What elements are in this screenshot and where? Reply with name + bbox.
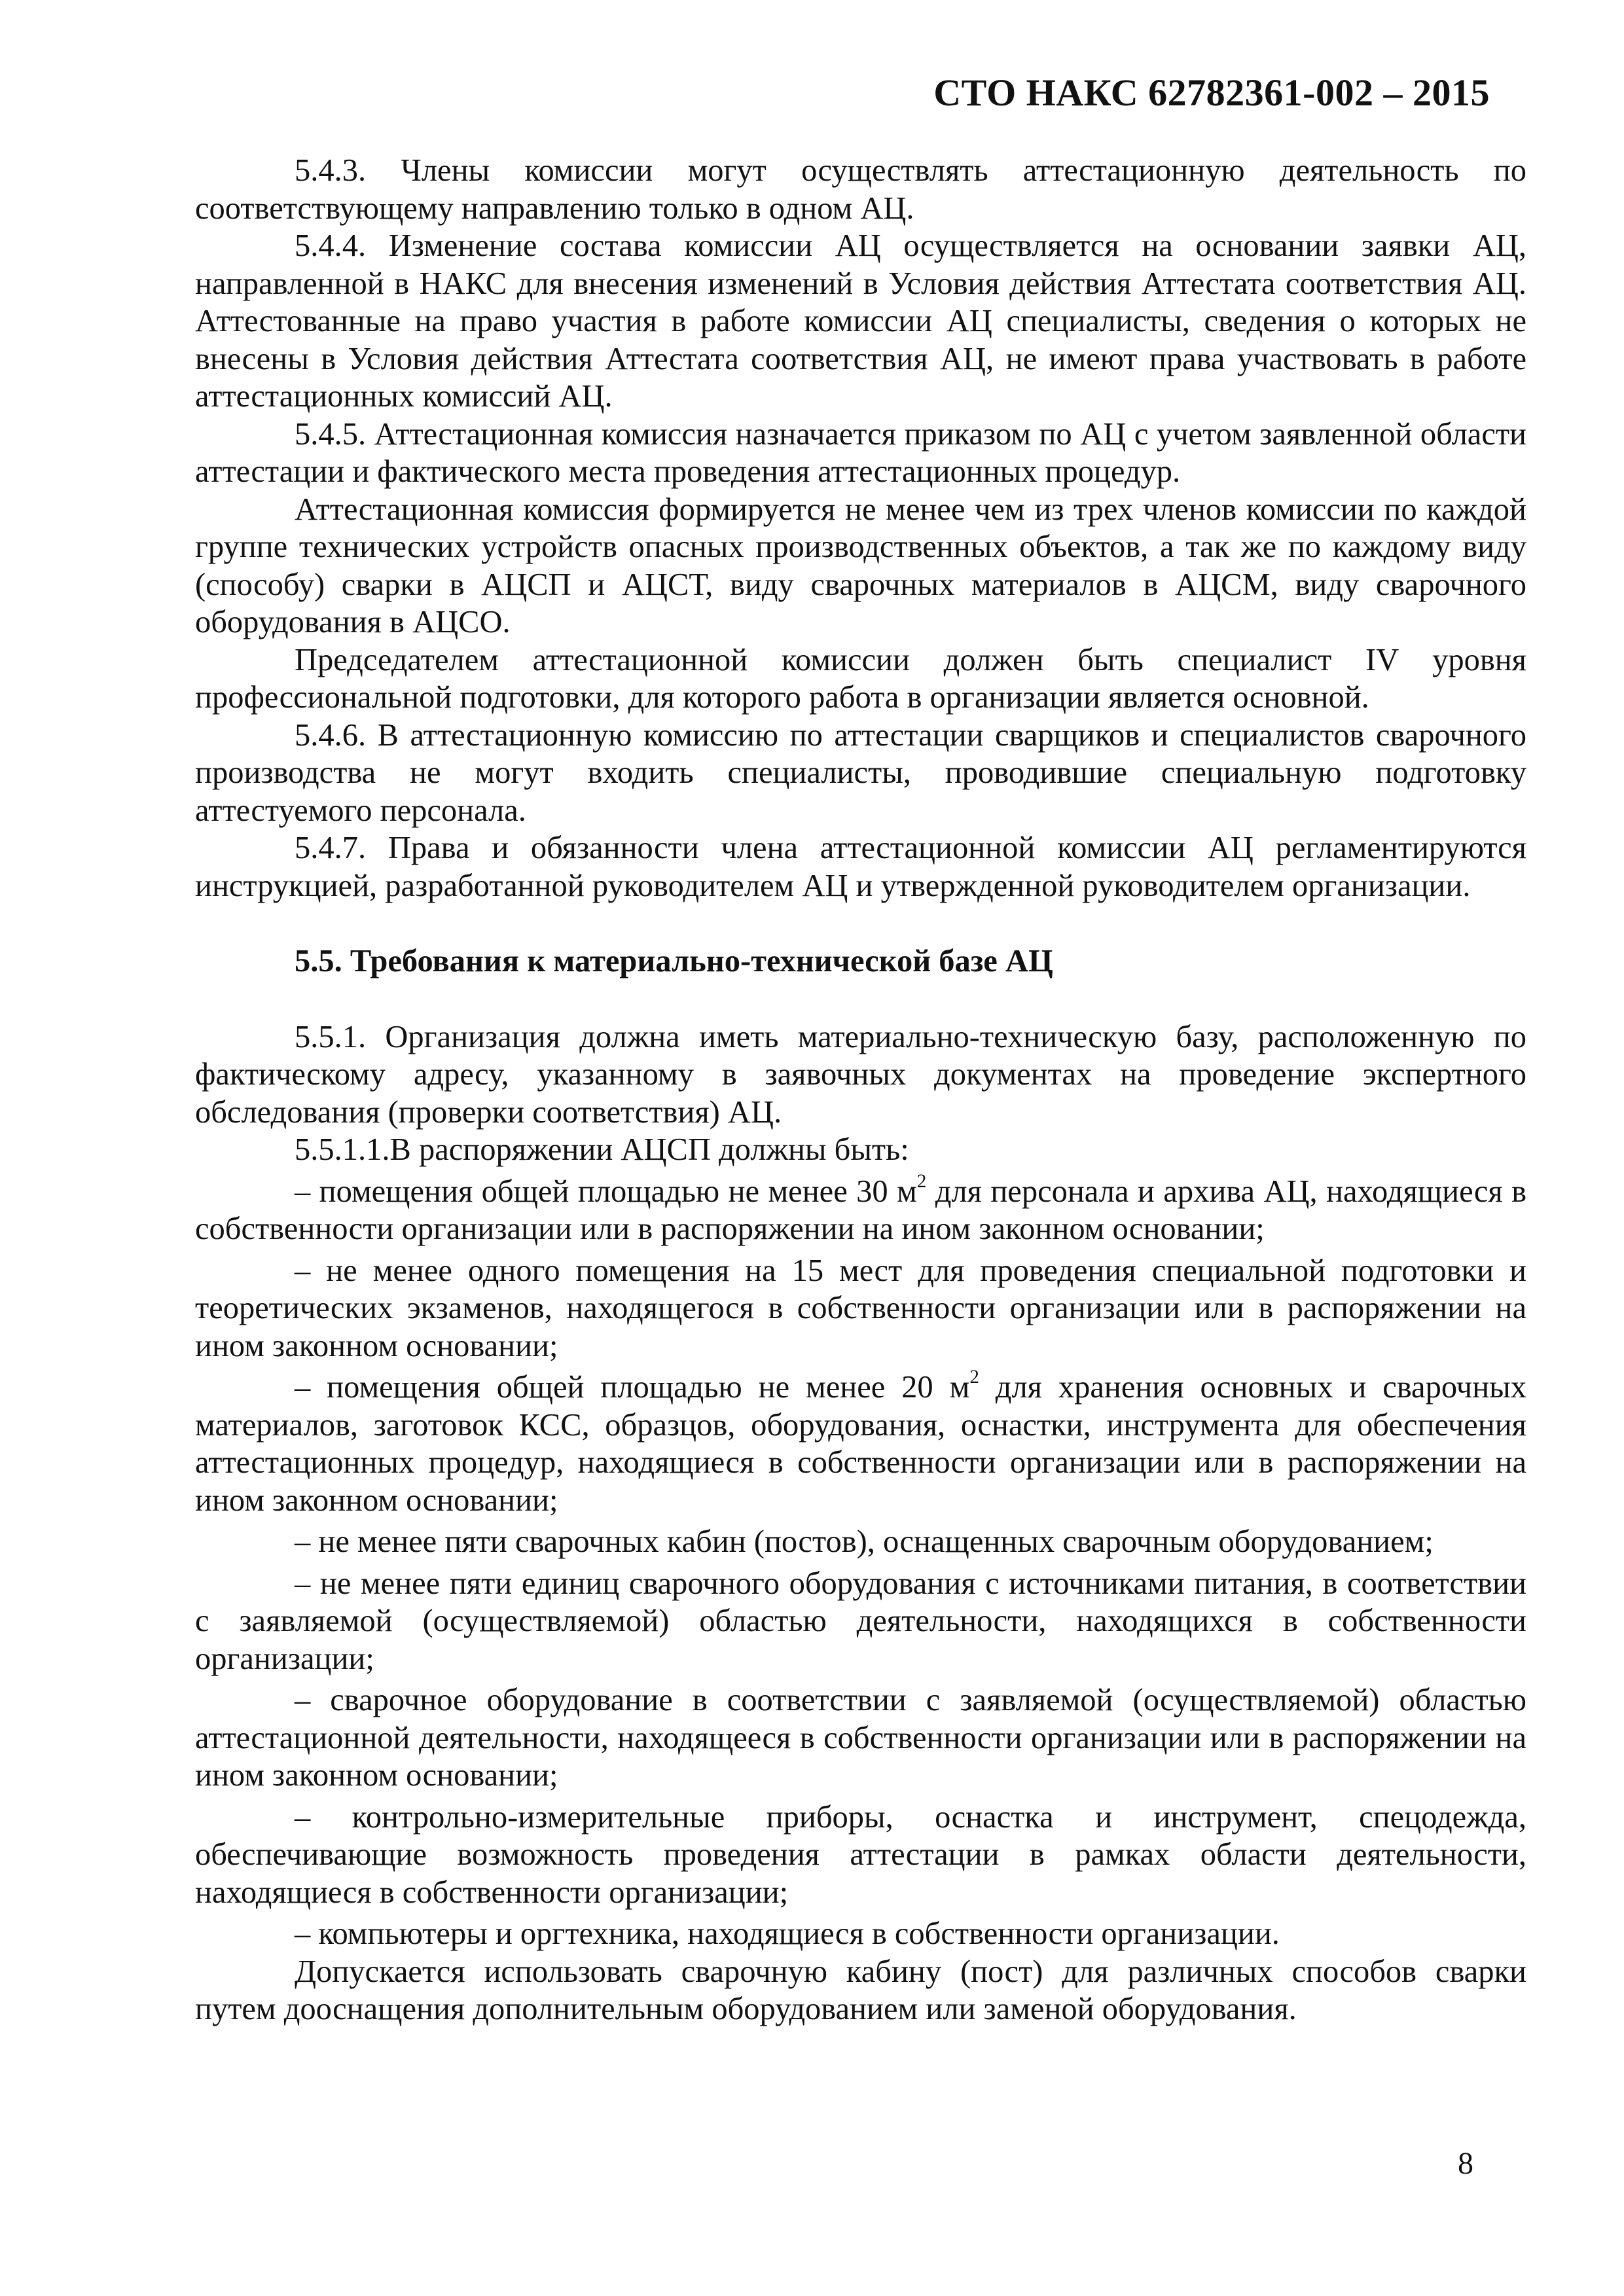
paragraph-commission-formed: Аттестационная комиссия формируется не менее чем из трех членов комиссии по каждой группе технических устройств опасных производственных объектов, а так же по каждому виду (способу) сварки в АЦСП и АЦСТ, виду сварочных материалов в АЦСМ, виду сварочного оборудования в АЦСО. <box>195 492 1526 639</box>
paragraph-5-4-6: 5.4.6. В аттестационную комиссию по аттестации сварщиков и специалистов сварочного производства не могут входить специалисты, проводившие специальную подготовку аттестуемого персонала. <box>195 717 1526 828</box>
list-item-welding-units: – не менее пяти единиц сварочного оборудования с источниками питания, в соответствии с заявляемой (осуществляемой) областью деятельности, находящихся в собственности организации; <box>195 1566 1526 1676</box>
page-number: 8 <box>1458 2146 1473 2181</box>
list-item-text: для хранения основных и сварочных материалов, заготовок КСС, образцов, оборудования, оснастки, инструмента для обеспечения аттестационных процедур, находящиеся в собственности организации или в распоряжении на ином законном основании; <box>195 1370 1526 1518</box>
paragraph-5-4-4: 5.4.4. Изменение состава комиссии АЦ осуществляется на основании заявки АЦ, направленной в НАКС для внесения изменений в Условия действия Аттестата соответствия АЦ. Аттестованные на право участия в работе комиссии АЦ специалисты, сведения о которых не внесены в Условия действия Аттестата соответствия АЦ, не имеют права участвовать в работе аттестационных комиссий АЦ. <box>195 228 1526 414</box>
paragraph-allowed: Допускается использовать сварочную кабину (пост) для различных способов сварки путем дооснащения дополнительным оборудованием или заменой оборудования. <box>195 1954 1526 2026</box>
paragraph-chairman: Председателем аттестационной комиссии должен быть специалист IV уровня профессиональной подготовки, для которого работа в организации является основной. <box>195 642 1526 715</box>
list-item-instruments: – контрольно-измерительные приборы, оснастка и инструмент, спецодежда, обеспечивающие возможность проведения аттестации в рамках области деятельности, находящиеся в собственности организации; <box>195 1799 1526 1910</box>
paragraph-5-4-7: 5.4.7. Права и обязанности члена аттестационной комиссии АЦ регламентируются инструкцией, разработанной руководителем АЦ и утвержденной руководителем организации. <box>195 831 1526 903</box>
list-item-text: – помещения общей площадью не менее 20 м <box>295 1370 970 1405</box>
document-body <box>195 152 1526 2028</box>
paragraph-5-4-3: 5.4.3. Члены комиссии могут осуществлять аттестационную деятельность по соответствующему направлению только в одном АЦ. <box>195 153 1526 226</box>
list-item-computers: – компьютеры и оргтехника, находящиеся в собственности организации. <box>295 1916 1280 1951</box>
list-item-text: – помещения общей площадью не менее 30 м <box>295 1174 917 1209</box>
superscript: 2 <box>916 1170 927 1192</box>
list-item-office-area <box>195 1170 1526 1248</box>
superscript: 2 <box>969 1367 979 1388</box>
paragraph-5-5-1-1: 5.5.1.1.В распоряжении АЦСП должны быть: <box>295 1132 909 1167</box>
list-item-welding-equipment: – сварочное оборудование в соответствии с заявляемой (осуществляемой) областью аттестационной деятельности, находящееся в собственности организации или в распоряжении на ином законном основании; <box>195 1683 1526 1793</box>
paragraph-5-5-1: 5.5.1. Организация должна иметь материально-техническую базу, расположенную по фактическому адресу, указанному в заявочных документах на проведение экспертного обследования (проверки соответствия) АЦ. <box>195 1019 1526 1130</box>
list-item-classroom: – не менее одного помещения на 15 мест для проведения специальной подготовки и теоретических экзаменов, находящегося в собственности организации или в распоряжении на ином законном основании; <box>195 1253 1526 1363</box>
list-item-welding-booths: – не менее пяти сварочных кабин (постов), оснащенных сварочным оборудованием; <box>295 1524 1434 1559</box>
paragraph-5-4-5: 5.4.5. Аттестационная комиссия назначается приказом по АЦ с учетом заявленной области аттестации и фактического места проведения аттестационных процедур. <box>195 416 1526 489</box>
list-item-storage-area <box>195 1369 1526 1519</box>
section-5-5-heading: 5.5. Требования к материально-технической базе АЦ <box>295 944 1053 978</box>
list-item-text: для персонала и архива АЦ, находящиеся в собственности организации или в распоряжении на ином законном основании; <box>195 1174 1526 1246</box>
document-code-header: СТО НАКС 62782361-002 – 2015 <box>933 71 1490 114</box>
